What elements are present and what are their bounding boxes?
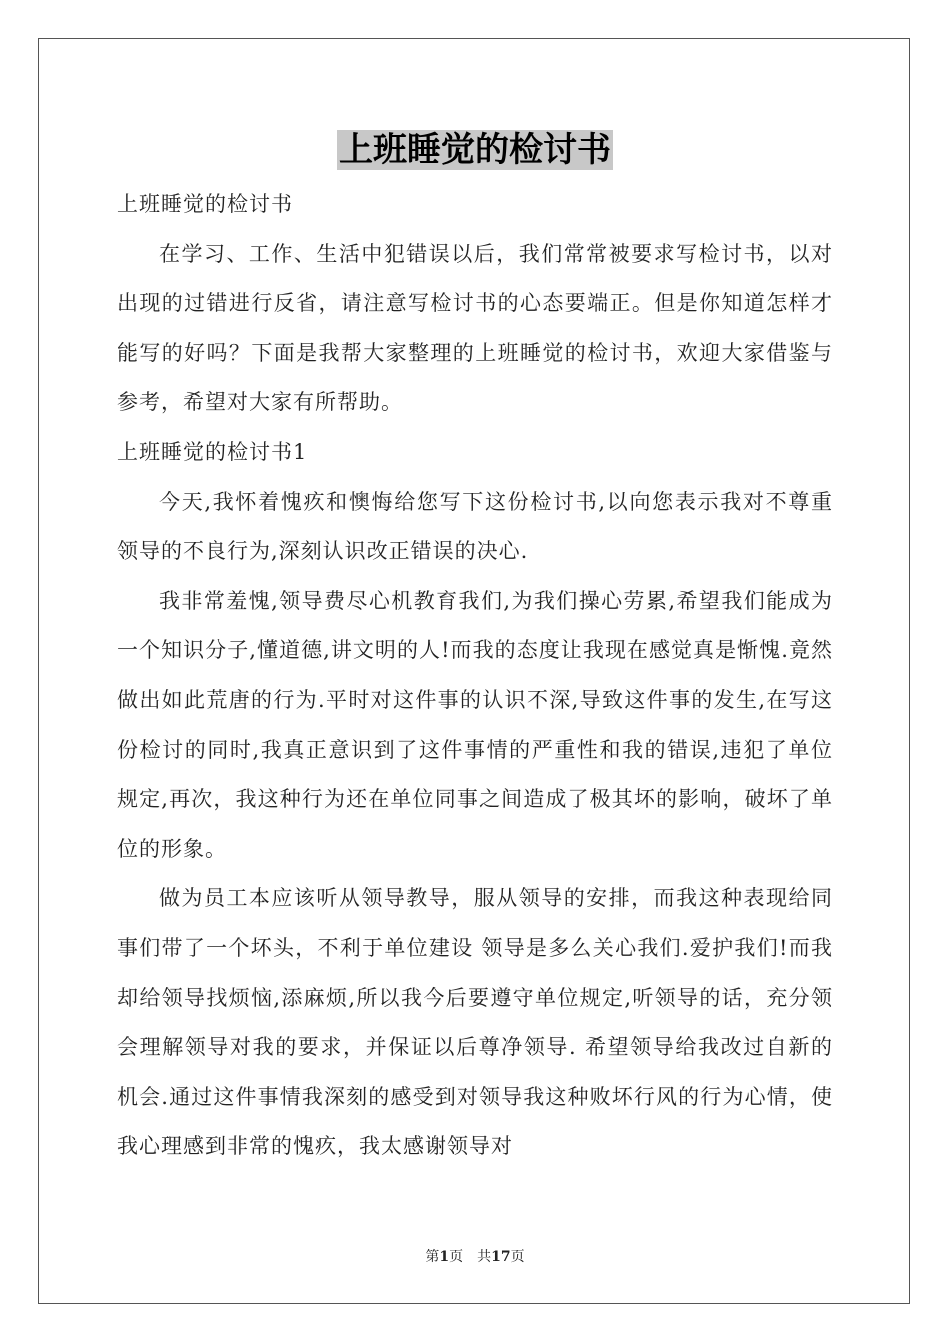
document-title bbox=[0, 128, 950, 172]
footer-suffix: 页 bbox=[510, 1249, 525, 1265]
section-heading: 上班睡觉的检讨书1 bbox=[117, 439, 308, 464]
total-page-count: 17 bbox=[491, 1249, 511, 1265]
document-title-text: 上班睡觉的检讨书 bbox=[339, 130, 611, 170]
page-footer bbox=[0, 1246, 950, 1266]
body-paragraph: 在学习、工作、生活中犯错误以后，我们常常被要求写检讨书，以对出现的过错进行反省，请注意写检讨书的心态要端正。但是你知道怎样才能写的好吗？下面是我帮大家整理的上班睡觉的检讨书，欢迎大家借鉴与参考，希望对大家有所帮助。 bbox=[117, 241, 833, 415]
footer-mid: 页 共 bbox=[449, 1249, 492, 1265]
section-heading: 上班睡觉的检讨书 bbox=[117, 192, 293, 216]
current-page-number: 1 bbox=[439, 1249, 450, 1265]
body-paragraph: 做为员工本应该听从领导教导，服从领导的安排，而我这种表现给同事们带了一个坏头，不利于单位建设 领导是多么关心我们.爱护我们!而我却给领导找烦恼,添麻烦,所以我今后要遵守单位规定,听领导的话，充分领会理解领导对我的要求，并保证以后尊净领导. 希望领导给我改过自新的机会.通过这件事情我深刻的感受到对领导我这种败坏行风的行为心情，使我心理感到非常的愧疚，我太感谢领导对 bbox=[117, 886, 833, 1159]
document-body bbox=[117, 180, 833, 1172]
body-paragraph: 我非常羞愧,领导费尽心机教育我们,为我们操心劳累,希望我们能成为一个知识分子,懂道德,讲文明的人!而我的态度让我现在感觉真是惭愧.竟然做出如此荒唐的行为.平时对这件事的认识不深,导致这件事的发生,在写这份检讨的同时,我真正意识到了这件事情的严重性和我的错误,违犯了单位规定,再次，我这种行为还在单位同事之间造成了极其坏的影响，破坏了单位的形象。 bbox=[117, 588, 833, 861]
footer-prefix: 第 bbox=[425, 1249, 440, 1265]
body-paragraph: 今天,我怀着愧疚和懊悔给您写下这份检讨书,以向您表示我对不尊重领导的不良行为,深刻认识改正错误的决心. bbox=[117, 489, 833, 564]
